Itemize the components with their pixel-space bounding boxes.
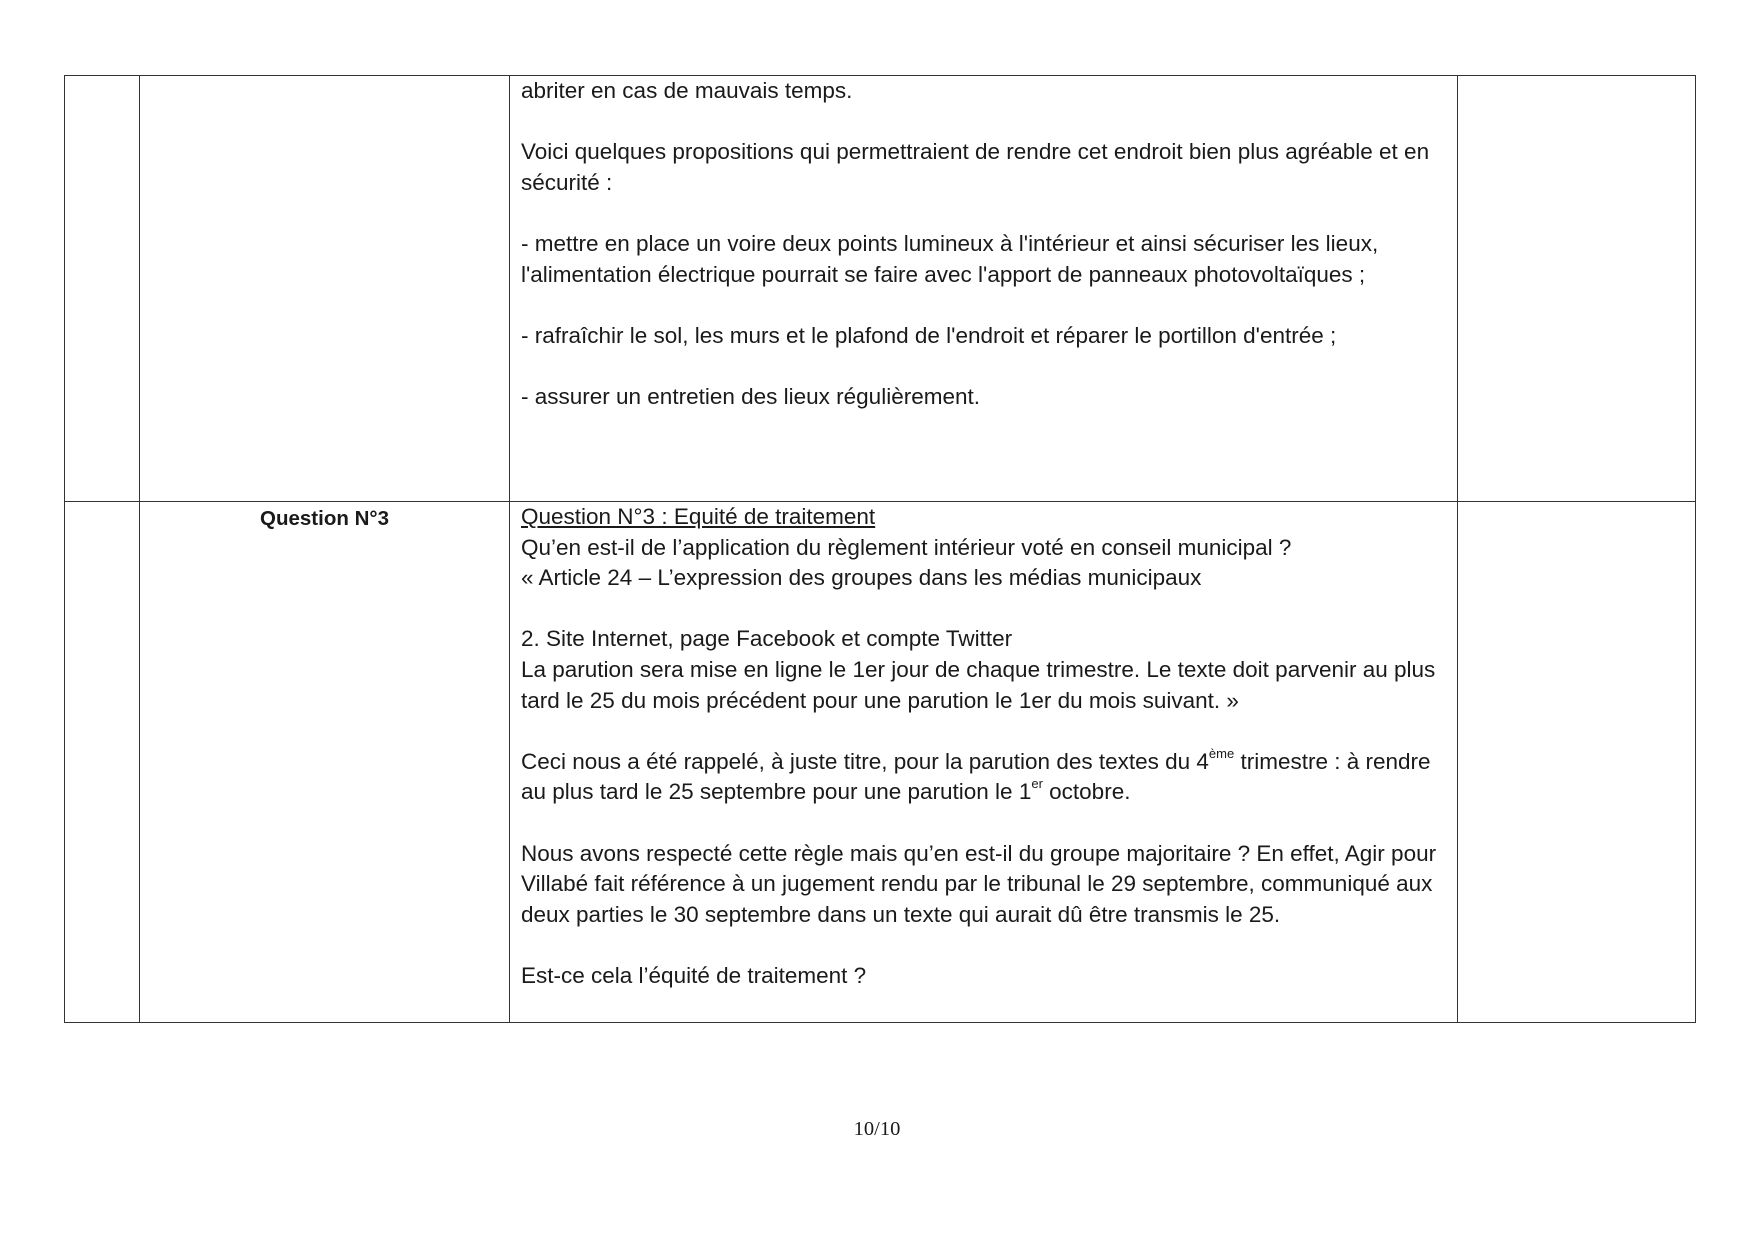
row1-paragraph-2: Voici quelques propositions qui permettraient de rendre cet endroit bien plus agréable et en sécurité : [521,139,1430,195]
row2-paragraph-2a: 2. Site Internet, page Facebook et compte Twitter [521,626,1013,652]
row2-content-cell [510,502,1458,1023]
row2-p3-part1: Ceci nous a été rappelé, à juste titre, pour la parution des textes du 4 [521,748,1209,774]
row2-p3-part2: trimestre : à rendre au plus tard le 25 septembre pour une parution le 1 [521,748,1431,805]
row1-index-cell [65,76,140,502]
row2-index-cell [65,502,140,1023]
row2-paragraph-2b: La parution sera mise en ligne le 1er jour de chaque trimestre. Le texte doit parvenir au plus tard le 25 du mois précédent pour une parution le 1er du mois suivant. » [521,656,1436,713]
question-heading: Question N°3 : Equité de traitement [521,504,876,529]
row2-p3-part3: octobre. [1042,779,1131,805]
row1-paragraph-3: - mettre en place un voire deux points lumineux à l'intérieur et ainsi sécuriser les lieux, l'alimentation électrique pourrait se faire avec l'apport de panneaux photovoltaïques ; [521,230,1379,287]
page-number: 10/10 [853,1118,901,1140]
row1-label-cell [140,76,510,502]
row2-paragraph-3 [521,747,1437,808]
row2-paragraph-5: Est-ce cela l’équité de traitement ? [521,962,867,988]
question-label: Question N°3 [260,507,389,530]
row2-paragraph-4: Nous avons respecté cette règle mais qu’en est-il du groupe majoritaire ? En effet, Agir pour Villabé fait référence à un jugement rendu par le tribunal le 29 septembre, communiqué aux deux parties le 30 septembre dans un texte qui aurait dû être transmis le 25. [521,840,1437,927]
row1-content-cell [510,76,1458,502]
table-row [65,76,1696,502]
row2-line-1: Qu’en est-il de l’application du règlement intérieur voté en conseil municipal ? [521,534,1292,560]
document-table [64,75,1696,1023]
row1-notes-cell [1458,76,1696,502]
row1-content [510,76,1457,413]
row2-p3-sup1: ème [1208,745,1235,761]
question-heading-line [521,502,1437,533]
row1-paragraph-1: abriter en cas de mauvais temps. [521,78,853,103]
row2-notes-cell [1458,502,1696,1023]
table-row [65,502,1696,1023]
row1-paragraph-5: - assurer un entretien des lieux régulièrement. [521,383,980,409]
row1-paragraph-4: - rafraîchir le sol, les murs et le plafond de l'endroit et réparer le portillon d'entrée ; [521,322,1337,348]
row2-label-cell [140,502,510,1023]
row2-content [510,502,1457,992]
row2-line-2: « Article 24 – L’expression des groupes dans les médias municipaux [521,565,1202,591]
row2-p3-sup2: er [1031,776,1043,792]
